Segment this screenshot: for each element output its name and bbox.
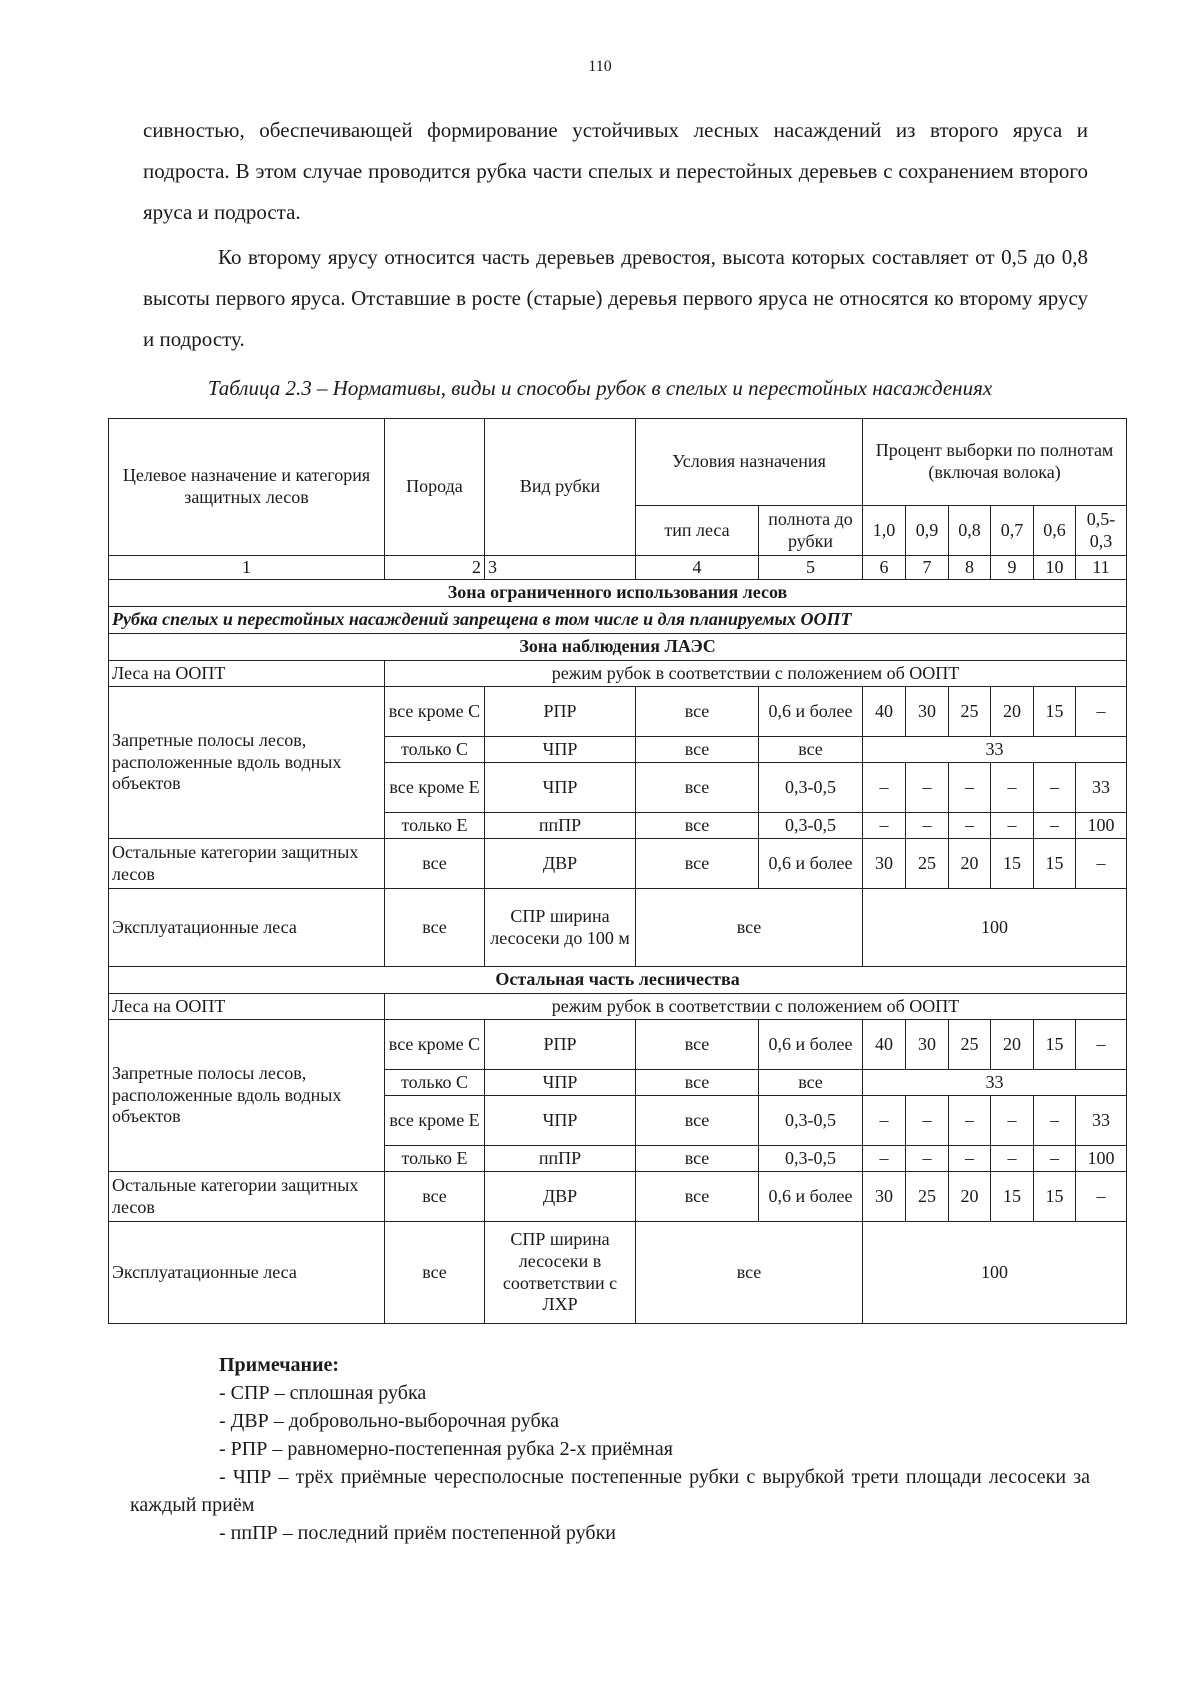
page-number: 110	[588, 58, 612, 75]
paragraph-1: сивностью, обеспечивающей формирование устойчивых лесных насаждений из второго яруса и подроста. В этом случае проводится рубка части спелых и перестойных деревьев с сохранением второго яруса и подроста.	[143, 118, 1088, 224]
species-cell: только С	[385, 1070, 485, 1096]
value-cell: 15	[1034, 687, 1076, 737]
header-density: 0,6	[1034, 506, 1076, 556]
zone-observation-title: Зона наблюдения ЛАЭС	[109, 634, 1127, 661]
header-species: Порода	[385, 419, 485, 556]
cut-cell: ЧПР	[485, 1096, 636, 1146]
value-cell: 25	[949, 1020, 991, 1070]
zone-limited-row	[109, 580, 1127, 607]
type-cell: все	[636, 763, 759, 813]
density-cell: 0,6 и более	[759, 839, 863, 889]
value-cell: –	[906, 813, 949, 839]
value-cell: 40	[863, 687, 906, 737]
merged-value-cell: 100	[863, 1222, 1127, 1324]
paragraph-continuation	[143, 110, 1088, 233]
cut-cell: РПР	[485, 687, 636, 737]
value-cell: –	[1076, 687, 1127, 737]
header-purpose: Целевое назначение и категория защитных лесов	[109, 419, 385, 556]
density-cell: 0,6 и более	[759, 1020, 863, 1070]
type-cell: все	[636, 1070, 759, 1096]
value-cell: –	[906, 1096, 949, 1146]
density-cell: 0,3-0,5	[759, 1096, 863, 1146]
header-density: 0,7	[991, 506, 1034, 556]
species-cell: все	[385, 889, 485, 967]
value-cell: –	[1034, 1146, 1076, 1172]
value-cell: –	[863, 813, 906, 839]
density-cell: 0,3-0,5	[759, 1146, 863, 1172]
value-cell: –	[906, 1146, 949, 1172]
merged-value-cell: 33	[863, 737, 1127, 763]
col-number: 2	[385, 556, 485, 580]
col-number: 9	[991, 556, 1034, 580]
table-caption: Таблица 2.3 – Нормативы, виды и способы рубок в спелых и перестойных насаждениях	[207, 376, 993, 400]
prohibited-row	[109, 607, 1127, 634]
col-number: 7	[906, 556, 949, 580]
row-label: Запретные полосы лесов, расположенные вдоль водных объектов	[109, 687, 385, 839]
col-number: 1	[109, 556, 385, 580]
value-cell: 15	[991, 839, 1034, 889]
type-cell: все	[636, 1020, 759, 1070]
species-cell: только Е	[385, 1146, 485, 1172]
density-cell: 0,6 и более	[759, 1172, 863, 1222]
row-label: Эксплуатационные леса	[109, 1222, 385, 1324]
cut-cell: СПР ширина лесосеки в соответствии с ЛХР	[485, 1222, 636, 1324]
value-cell: 15	[1034, 1020, 1076, 1070]
value-cell: –	[1076, 839, 1127, 889]
value-cell: 100	[1076, 813, 1127, 839]
value-cell: 25	[906, 1172, 949, 1222]
value-cell: 33	[1076, 763, 1127, 813]
value-cell: –	[1076, 1172, 1127, 1222]
header-density: 0,9	[906, 506, 949, 556]
note-block	[130, 1351, 1090, 1547]
value-cell: –	[906, 763, 949, 813]
cut-cell: ЧПР	[485, 737, 636, 763]
col-number: 11	[1076, 556, 1127, 580]
value-cell: 20	[991, 687, 1034, 737]
row-label: Остальные категории защитных лесов	[109, 1172, 385, 1222]
value-cell: –	[949, 763, 991, 813]
zone-rest-row	[109, 967, 1127, 994]
value-cell: –	[1034, 763, 1076, 813]
conditions-cell: все	[636, 889, 863, 967]
value-cell: –	[949, 813, 991, 839]
table-row	[109, 994, 1127, 1020]
note-title: Примечание:	[219, 1354, 340, 1376]
value-cell: –	[1034, 813, 1076, 839]
table-row	[109, 1172, 1127, 1222]
type-cell: все	[636, 813, 759, 839]
zone-rest-title: Остальная часть лесничества	[109, 967, 1127, 994]
value-cell: 100	[1076, 1146, 1127, 1172]
oopt-regime: режим рубок в соответствии с положением об ООПТ	[385, 994, 1127, 1020]
species-cell: все	[385, 839, 485, 889]
col-number: 4	[636, 556, 759, 580]
prohibited-note: Рубка спелых и перестойных насаждений запрещена в том числе и для планируемых ООПТ	[109, 607, 1127, 634]
row-label: Эксплуатационные леса	[109, 889, 385, 967]
zone-limited-title: Зона ограниченного использования лесов	[109, 580, 1127, 607]
type-cell: все	[636, 839, 759, 889]
value-cell: –	[991, 813, 1034, 839]
header-density: 0,8	[949, 506, 991, 556]
header-forest-type: тип леса	[636, 506, 759, 556]
value-cell: –	[1076, 1020, 1127, 1070]
type-cell: все	[636, 1096, 759, 1146]
density-cell: 0,6 и более	[759, 687, 863, 737]
table-row	[109, 1020, 1127, 1070]
header-row	[109, 419, 1127, 506]
header-cut-type: Вид рубки	[485, 419, 636, 556]
value-cell: –	[863, 1096, 906, 1146]
note-item: - РПР – равномерно-постепенная рубка 2-х приёмная	[219, 1438, 673, 1460]
species-cell: только С	[385, 737, 485, 763]
value-cell: –	[1034, 1096, 1076, 1146]
value-cell: 20	[949, 1172, 991, 1222]
density-cell: все	[759, 1070, 863, 1096]
species-cell: все кроме С	[385, 1020, 485, 1070]
species-cell: все кроме С	[385, 687, 485, 737]
cut-cell: ДВР	[485, 1172, 636, 1222]
type-cell: все	[636, 1172, 759, 1222]
value-cell: –	[949, 1146, 991, 1172]
column-number-row	[109, 556, 1127, 580]
note-item: - ЧПР – трёх приёмные чересполосные постепенные рубки с вырубкой трети площади лесосеки за каждый приём	[130, 1466, 1090, 1516]
value-cell: 20	[991, 1020, 1034, 1070]
value-cell: 30	[863, 1172, 906, 1222]
col-number: 3	[485, 556, 636, 580]
cut-cell: СПР ширина лесосеки до 100 м	[485, 889, 636, 967]
value-cell: 15	[991, 1172, 1034, 1222]
table-row	[109, 1222, 1127, 1324]
value-cell: 33	[1076, 1096, 1127, 1146]
value-cell: 15	[1034, 1172, 1076, 1222]
note-item: - ДВР – добровольно-выборочная рубка	[219, 1410, 559, 1432]
density-cell: 0,3-0,5	[759, 763, 863, 813]
type-cell: все	[636, 737, 759, 763]
species-cell: все	[385, 1172, 485, 1222]
table-row	[109, 889, 1127, 967]
oopt-regime: режим рубок в соответствии с положением об ООПТ	[385, 661, 1127, 687]
value-cell: –	[949, 1096, 991, 1146]
header-conditions: Условия назначения	[636, 419, 863, 506]
value-cell: –	[991, 1146, 1034, 1172]
header-density-before: полнота до рубки	[759, 506, 863, 556]
merged-value-cell: 33	[863, 1070, 1127, 1096]
cut-cell: ппПР	[485, 1146, 636, 1172]
row-label: Леса на ООПТ	[109, 994, 385, 1020]
density-cell: все	[759, 737, 863, 763]
header-density: 0,5-0,3	[1076, 506, 1127, 556]
value-cell: 15	[1034, 839, 1076, 889]
value-cell: –	[991, 763, 1034, 813]
cut-cell: ДВР	[485, 839, 636, 889]
cut-cell: ЧПР	[485, 1070, 636, 1096]
value-cell: –	[863, 1146, 906, 1172]
conditions-cell: все	[636, 1222, 863, 1324]
value-cell: 30	[906, 1020, 949, 1070]
row-label: Леса на ООПТ	[109, 661, 385, 687]
density-cell: 0,3-0,5	[759, 813, 863, 839]
type-cell: все	[636, 687, 759, 737]
header-percent: Процент выборки по полнотам (включая волока)	[863, 419, 1127, 506]
table-row	[109, 687, 1127, 737]
value-cell: –	[863, 763, 906, 813]
species-cell: все кроме Е	[385, 763, 485, 813]
table-row	[109, 661, 1127, 687]
cut-cell: ппПР	[485, 813, 636, 839]
row-label: Запретные полосы лесов, расположенные вдоль водных объектов	[109, 1020, 385, 1172]
cut-cell: РПР	[485, 1020, 636, 1070]
note-item: - ппПР – последний приём постепенной рубки	[219, 1522, 616, 1544]
value-cell: 25	[949, 687, 991, 737]
paragraph-2: Ко второму ярусу относится часть деревьев древостоя, высота которых составляет от 0,5 до 0,8 высоты первого яруса. Отставшие в росте (старые) деревья первого яруса не относятся ко второму ярусу и подросту.	[143, 245, 1088, 351]
value-cell: 30	[863, 839, 906, 889]
species-cell: все кроме Е	[385, 1096, 485, 1146]
value-cell: 30	[906, 687, 949, 737]
logging-norms-table	[108, 418, 1127, 1324]
value-cell: 20	[949, 839, 991, 889]
col-number: 8	[949, 556, 991, 580]
value-cell: 25	[906, 839, 949, 889]
type-cell: все	[636, 1146, 759, 1172]
paragraph-second-tier	[143, 237, 1088, 360]
zone-observation-row	[109, 634, 1127, 661]
merged-value-cell: 100	[863, 889, 1127, 967]
col-number: 6	[863, 556, 906, 580]
table-row	[109, 839, 1127, 889]
value-cell: –	[991, 1096, 1034, 1146]
header-density: 1,0	[863, 506, 906, 556]
note-item: - СПР – сплошная рубка	[219, 1382, 427, 1404]
cut-cell: ЧПР	[485, 763, 636, 813]
species-cell: только Е	[385, 813, 485, 839]
species-cell: все	[385, 1222, 485, 1324]
value-cell: 40	[863, 1020, 906, 1070]
col-number: 5	[759, 556, 863, 580]
row-label: Остальные категории защитных лесов	[109, 839, 385, 889]
col-number: 10	[1034, 556, 1076, 580]
